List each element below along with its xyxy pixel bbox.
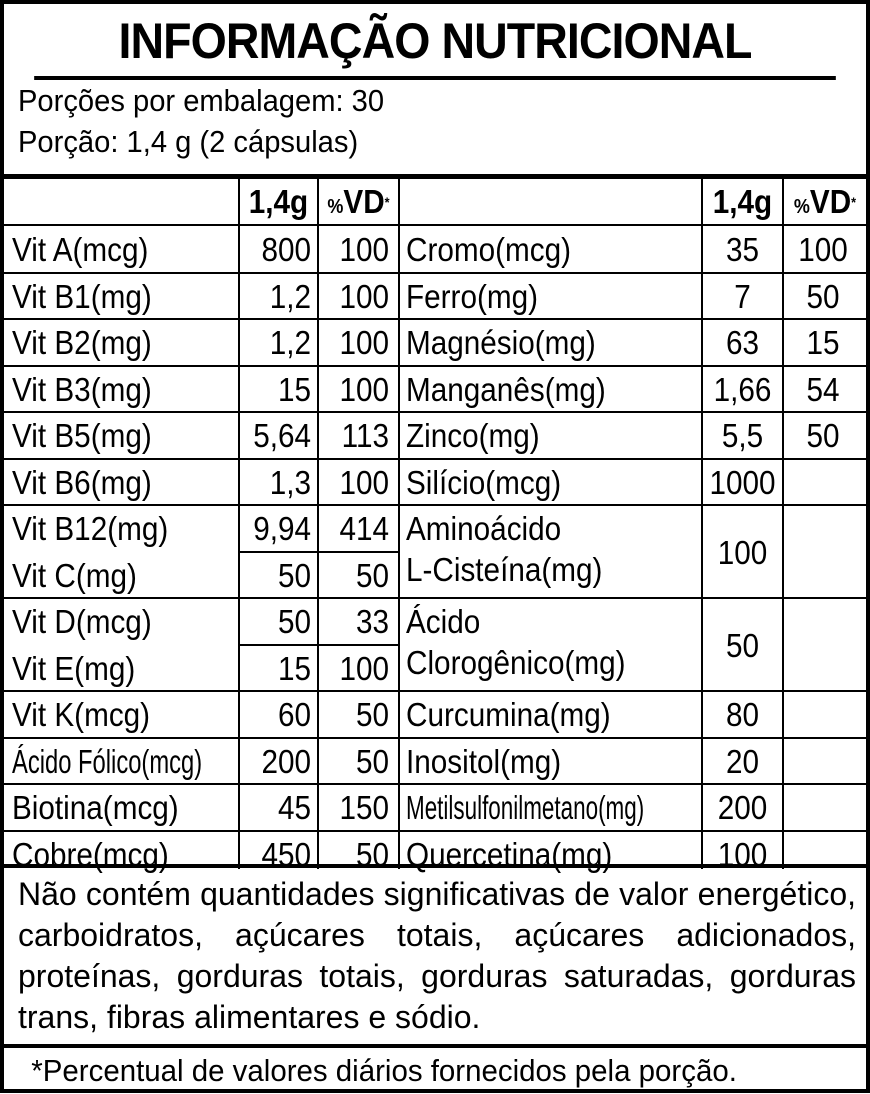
nutrient-dv: 50 <box>355 696 389 733</box>
nutrient-dv: 100 <box>339 324 389 361</box>
nutrient-dv: 50 <box>355 835 389 873</box>
nutrient-amount: 1,66 <box>713 370 772 408</box>
nutrient-name: Ferro(mg) <box>406 277 539 315</box>
nutrient-dv <box>788 460 858 507</box>
nutrient-dv: 414 <box>339 510 389 547</box>
nutrient-name: Vit K(mcg) <box>12 696 151 733</box>
nutrient-name: Silício(mcg) <box>406 463 562 501</box>
nutrient-amount: 15 <box>277 370 311 408</box>
footnote: *Percentual de valores diários fornecidos pela porção. <box>4 1044 866 1094</box>
nutrient-amount: 100 <box>717 835 768 873</box>
nutrient-amount: 7 <box>734 277 751 315</box>
nutrient-dv <box>788 506 858 599</box>
nutrient-dv: 100 <box>339 649 389 687</box>
nutrient-amount: 9,94 <box>253 510 311 547</box>
nutrient-amount: 15 <box>277 649 311 687</box>
nutrient-dv <box>788 785 858 832</box>
nutrient-amount: 60 <box>277 696 311 733</box>
nutrient-amount: 1,3 <box>269 463 311 501</box>
nutrient-name: Vit C(mg) <box>12 556 137 594</box>
nutrient-dv: 100 <box>339 231 389 268</box>
nutrient-amount: 50 <box>725 627 760 664</box>
nutrient-dv: 54 <box>806 370 840 408</box>
rule-v <box>398 179 400 869</box>
nutrient-name-line2: L-Cisteína(mg) <box>406 550 603 588</box>
nutrient-name: Vit E(mg) <box>12 649 136 687</box>
nutrient-name: Vit B6(mg) <box>12 463 152 501</box>
nutrient-name: Zinco(mg) <box>406 417 540 454</box>
nutrient-amount: 50 <box>277 556 311 594</box>
nutrient-dv: 100 <box>339 463 389 501</box>
nutrient-name: Quercetina(mg) <box>406 835 613 873</box>
nutrient-name: Metilsulfonilmetano(mg) <box>406 789 645 826</box>
nutrient-name: Magnésio(mg) <box>406 324 596 361</box>
nutrient-dv: 150 <box>339 789 389 826</box>
nutrient-name-line2: Clorogênico(mg) <box>406 643 626 681</box>
nutrient-dv <box>788 599 858 692</box>
nutrient-name-line1: Aminoácido <box>406 510 562 547</box>
nutrient-dv: 50 <box>355 556 389 594</box>
nutrient-amount: 20 <box>725 742 760 780</box>
left-amount-header: 1,4g <box>248 183 309 220</box>
nutrient-amount: 200 <box>261 742 311 780</box>
nutrient-dv: 100 <box>339 370 389 408</box>
nutrient-name: Cobre(mcg) <box>12 835 169 873</box>
nutrient-dv <box>788 832 858 879</box>
rule-h <box>4 224 866 226</box>
nutrient-amount: 5,5 <box>721 417 764 454</box>
nutrient-amount: 1000 <box>709 463 776 501</box>
right-dv-header: %VD* <box>793 183 857 220</box>
rule-v <box>317 179 319 869</box>
nutrient-amount: 1,2 <box>269 277 311 315</box>
nutrient-amount: 45 <box>277 789 311 826</box>
nutrient-amount: 800 <box>261 231 311 268</box>
nutrient-amount: 200 <box>717 789 768 826</box>
nutrient-amount: 450 <box>261 835 311 873</box>
nutrient-dv: 113 <box>341 417 389 454</box>
nutrient-amount: 63 <box>725 324 760 361</box>
nutrient-amount: 1,2 <box>269 324 311 361</box>
left-dv-header: %VD* <box>327 183 390 220</box>
nutrient-name: Vit B1(mg) <box>12 277 152 315</box>
disclaimer-note: Não contém quantidades significativas de valor energético, carboidratos, açúcares totais, açúcares adicionados, proteínas, gorduras totais, gorduras saturadas, gorduras trans, fibras alimentares e sódio. <box>18 876 856 1035</box>
nutrient-table <box>4 174 866 873</box>
nutrient-dv: 33 <box>355 603 389 640</box>
nutrient-name: Curcumina(mg) <box>406 696 611 733</box>
nutrient-name: Vit B3(mg) <box>12 370 152 408</box>
nutrient-name: Ácido Fólico(mcg) <box>12 742 203 780</box>
nutrient-dv <box>788 692 858 739</box>
nutrient-name: Vit B5(mg) <box>12 417 152 454</box>
nutrient-name: Vit B12(mg) <box>12 510 169 547</box>
nutrient-amount: 80 <box>725 696 760 733</box>
nutrient-amount: 100 <box>717 534 768 571</box>
nutrient-dv: 50 <box>806 277 840 315</box>
nutrient-name: Vit B2(mg) <box>12 324 152 361</box>
rule-v <box>701 179 703 869</box>
servings-per-package: Porções por embalagem: 30 <box>18 83 385 118</box>
nutrient-amount: 50 <box>277 603 311 640</box>
nutrient-name: Inositol(mg) <box>406 742 562 780</box>
nutrient-amount: 35 <box>725 231 760 268</box>
nutrient-dv: 15 <box>806 324 840 361</box>
label-title: INFORMAÇÃO NUTRICIONAL <box>34 4 836 80</box>
rule-v <box>238 179 240 869</box>
nutrient-name: Cromo(mcg) <box>406 231 572 268</box>
right-amount-header: 1,4g <box>712 183 773 220</box>
nutrient-dv: 50 <box>806 417 840 454</box>
nutrient-name: Vit D(mcg) <box>12 603 152 640</box>
nutrient-dv: 50 <box>355 742 389 780</box>
nutrient-name: Biotina(mcg) <box>12 789 179 826</box>
nutrient-dv: 100 <box>339 277 389 315</box>
nutrient-name: Manganês(mg) <box>406 370 606 408</box>
nutrient-name: Vit A(mcg) <box>12 231 149 268</box>
nutrient-name-line1: Ácido <box>406 603 481 640</box>
serving-size: Porção: 1,4 g (2 cápsulas) <box>18 124 359 159</box>
nutrient-dv <box>788 739 858 786</box>
nutrient-dv: 100 <box>798 231 848 268</box>
nutrient-amount: 5,64 <box>253 417 311 454</box>
rule-v <box>782 179 784 869</box>
